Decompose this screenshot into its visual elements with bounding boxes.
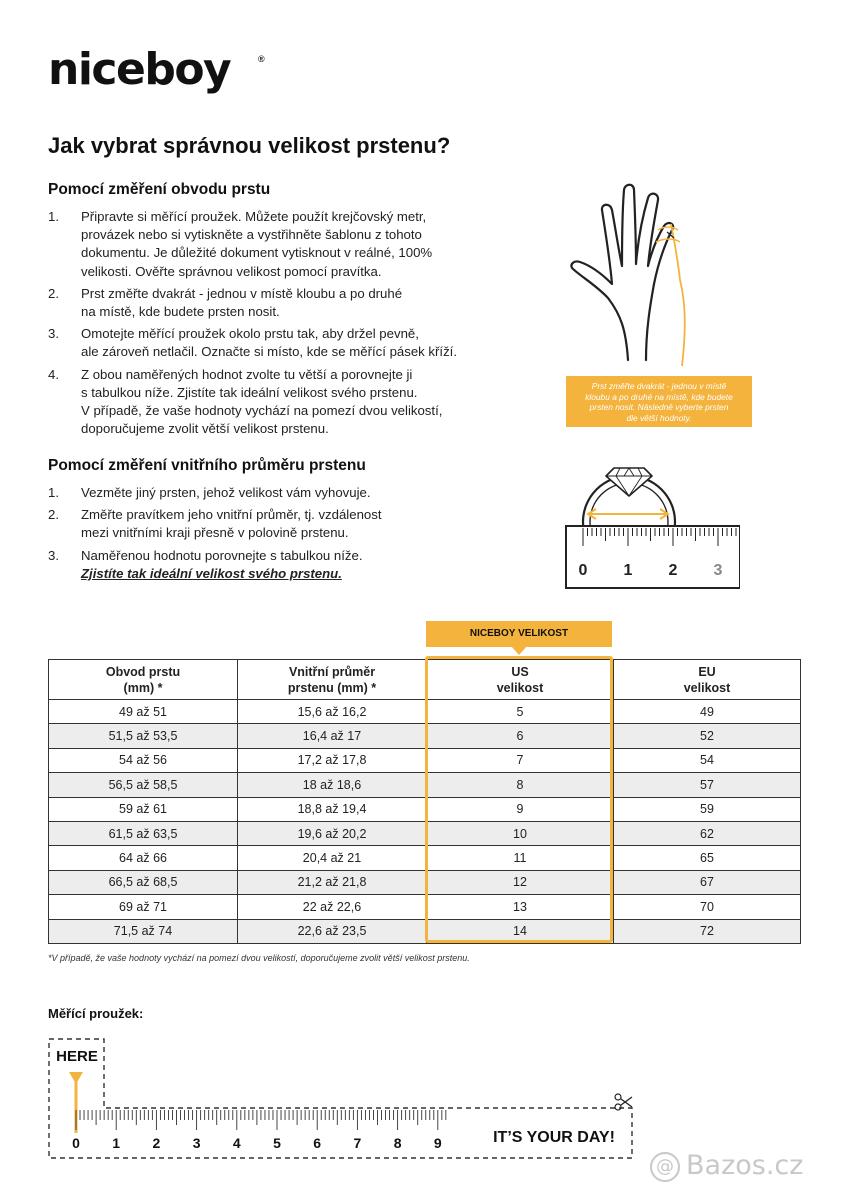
table-cell: 17,2 až 17,8 [238,748,427,772]
step-item [48,325,518,361]
ruler-label-2: 2 [668,562,678,579]
tag-pointer [511,646,527,655]
strip-number: 5 [273,1135,281,1151]
step-line: Naměřenou hodnotu porovnejte s tabulkou níže. [81,547,363,563]
table-footnote: *V případě, že vaše hodnoty vychází na pomezí dvou velikostí, doporučujeme zvolit větší velikost prstenu. [48,953,470,963]
strip-number: 1 [112,1135,121,1151]
bazos-watermark [650,1150,803,1182]
table-cell: 66,5 až 68,5 [49,870,238,894]
callout-line: dle větší hodnoty. [626,412,692,423]
section2-steps [48,484,518,587]
table-cell: 5 [427,700,614,724]
step-line: s tabulkou níže. Zjistíte tak ideální velikost svého prstenu. [81,384,418,400]
strip-number: 9 [433,1135,442,1151]
hand-outline [571,185,673,360]
step-item [48,366,518,439]
step-item [48,208,518,281]
table-cell: 19,6 až 20,2 [238,821,427,845]
table-cell: 59 [614,797,801,821]
measure-callout [566,376,752,427]
table-cell: 12 [427,870,614,894]
step-number: 2. [48,285,59,301]
measuring-strip [46,1036,638,1162]
strip-numbers [72,1135,442,1151]
table-cell: 69 až 71 [49,895,238,919]
table-cell: 70 [614,895,801,919]
table-cell: 18,8 až 19,4 [238,797,427,821]
header-us-size: US velikost [427,660,614,700]
step-item [48,547,518,583]
table-cell: 64 až 66 [49,846,238,870]
strip-number: 8 [393,1135,402,1151]
header-inner-diameter: Vnitřní průměr prstenu (mm) * [238,660,427,700]
measuring-tape-line [671,224,685,366]
callout-line: prsten nosit. Následně vyberte prsten [589,402,729,413]
section2-heading: Pomocí změření vnitřního průměru prstenu [48,457,366,474]
table-cell: 9 [427,797,614,821]
registered-mark: ® [258,54,265,64]
callout-line: Prst změřte dvakrát - jednou v místě [591,381,727,391]
table-row [49,870,801,894]
table-cell: 21,2 až 21,8 [238,870,427,894]
step-item [48,506,518,542]
step-line: V případě, že vaše hodnoty vychází na pomezí dvou velikostí, [81,403,443,419]
table-cell: 6 [427,724,614,748]
step-line: Vezměte jiný prsten, jehož velikost vám vyhovuje. [81,485,371,500]
table-row [49,748,801,772]
table-cell: 59 až 61 [49,797,238,821]
table-row [49,919,801,943]
table-header-row [49,660,801,700]
ruler-label-0: 0 [578,562,588,579]
step-line: dokumentu. Je důležité dokument vytisknout v reálné, 100% [81,245,433,261]
step-line: ale zároveň netlačil. Označte si místo, kde se měřící pásek kříží. [81,344,457,360]
table-row [49,846,801,870]
step-number: 1. [48,209,59,224]
step-line: provázek nebo si vytiskněte a vystřihněte šablonu z tohoto [81,227,422,243]
step-line: Omotejte měřící proužek okolo prstu tak, aby držel pevně, [81,326,419,342]
table-row [49,895,801,919]
table-cell: 11 [427,846,614,870]
strip-number: 4 [232,1135,241,1151]
table-row [49,797,801,821]
slogan: IT’S YOUR DAY! [493,1129,615,1146]
strip-number: 0 [72,1135,80,1151]
strip-number: 3 [192,1135,201,1151]
table-cell: 20,4 až 21 [238,846,427,870]
step-emphasis: Zjistíte tak ideální velikost svého prstenu. [81,565,342,581]
brand-logo: niceboy [48,44,231,95]
section1-steps [48,208,518,442]
strip-label: Měřící proužek: [48,1006,144,1021]
table-cell: 18 až 18,6 [238,773,427,797]
ruler-label-3: 3 [713,562,723,579]
header-circumference: Obvod prstu (mm) * [49,660,238,700]
table-row [49,724,801,748]
header-eu-size: EU velikost [614,660,801,700]
table-cell: 13 [427,895,614,919]
section1-heading: Pomocí změření obvodu prstu [48,181,271,198]
table-cell: 15,6 až 16,2 [238,700,427,724]
table-cell: 22 až 22,6 [238,895,427,919]
at-icon: @ [650,1152,680,1182]
diamond-icon [606,468,652,496]
table-cell: 54 [614,748,801,772]
table-cell: 61,5 až 63,5 [49,821,238,845]
step-number: 4. [48,366,59,382]
step-line: mezi vnitřními kraji přesně v polovině prstenu. [81,525,349,541]
step-line: Připravte si měřící proužek. Můžete použít krejčovský metr, [81,209,427,224]
watermark-text: Bazos.cz [686,1150,804,1181]
table-cell: 49 až 51 [49,700,238,724]
strip-number: 7 [353,1135,362,1151]
table-cell: 72 [614,919,801,943]
ruler-label-1: 1 [623,562,633,579]
strip-ticks [76,1110,446,1130]
table-cell: 14 [427,919,614,943]
ring-ruler-illustration [564,458,740,590]
table-cell: 51,5 až 53,5 [49,724,238,748]
step-number: 2. [48,507,59,523]
table-cell: 22,6 až 23,5 [238,919,427,943]
hand-illustration [566,180,746,370]
step-item [48,285,518,321]
step-item [48,484,518,502]
table-row [49,821,801,845]
table-cell: 67 [614,870,801,894]
table-cell: 7 [427,748,614,772]
step-number: 3. [48,547,59,563]
step-line: Prst změřte dvakrát - jednou v místě kloubu a po druhé [81,285,403,301]
table-cell: 65 [614,846,801,870]
page-title: Jak vybrat správnou velikost prstenu? [48,133,451,158]
table-row [49,773,801,797]
table-cell: 52 [614,724,801,748]
step-line: velikosti. Ověřte správnou velikost pomocí pravítka. [81,263,382,279]
table-cell: 62 [614,821,801,845]
table-cell: 8 [427,773,614,797]
strip-number: 6 [313,1135,322,1151]
step-line: Změřte pravítkem jeho vnitřní průměr, tj. vzdálenost [81,507,382,523]
niceboy-size-tag: NICEBOY VELIKOST [426,621,612,647]
table-row [49,700,801,724]
table-cell: 56,5 až 58,5 [49,773,238,797]
step-number: 3. [48,326,59,342]
table-cell: 10 [427,821,614,845]
step-line: doporučujeme zvolit větší velikost prstenu. [81,421,329,437]
step-line: Z obou naměřených hodnot zvolte tu větší a porovnejte ji [81,366,413,382]
ring-size-table [48,659,801,944]
table-cell: 57 [614,773,801,797]
table-cell: 49 [614,700,801,724]
table-cell: 16,4 až 17 [238,724,427,748]
step-line: na místě, kde budete prsten nosit. [81,304,280,320]
table-cell: 71,5 až 74 [49,919,238,943]
strip-number: 2 [152,1135,161,1151]
callout-line: kloubu a po druhé na místě, kde budete [585,391,733,402]
here-label: HERE [56,1048,98,1065]
step-number: 1. [48,485,59,500]
table-cell: 54 až 56 [49,748,238,772]
